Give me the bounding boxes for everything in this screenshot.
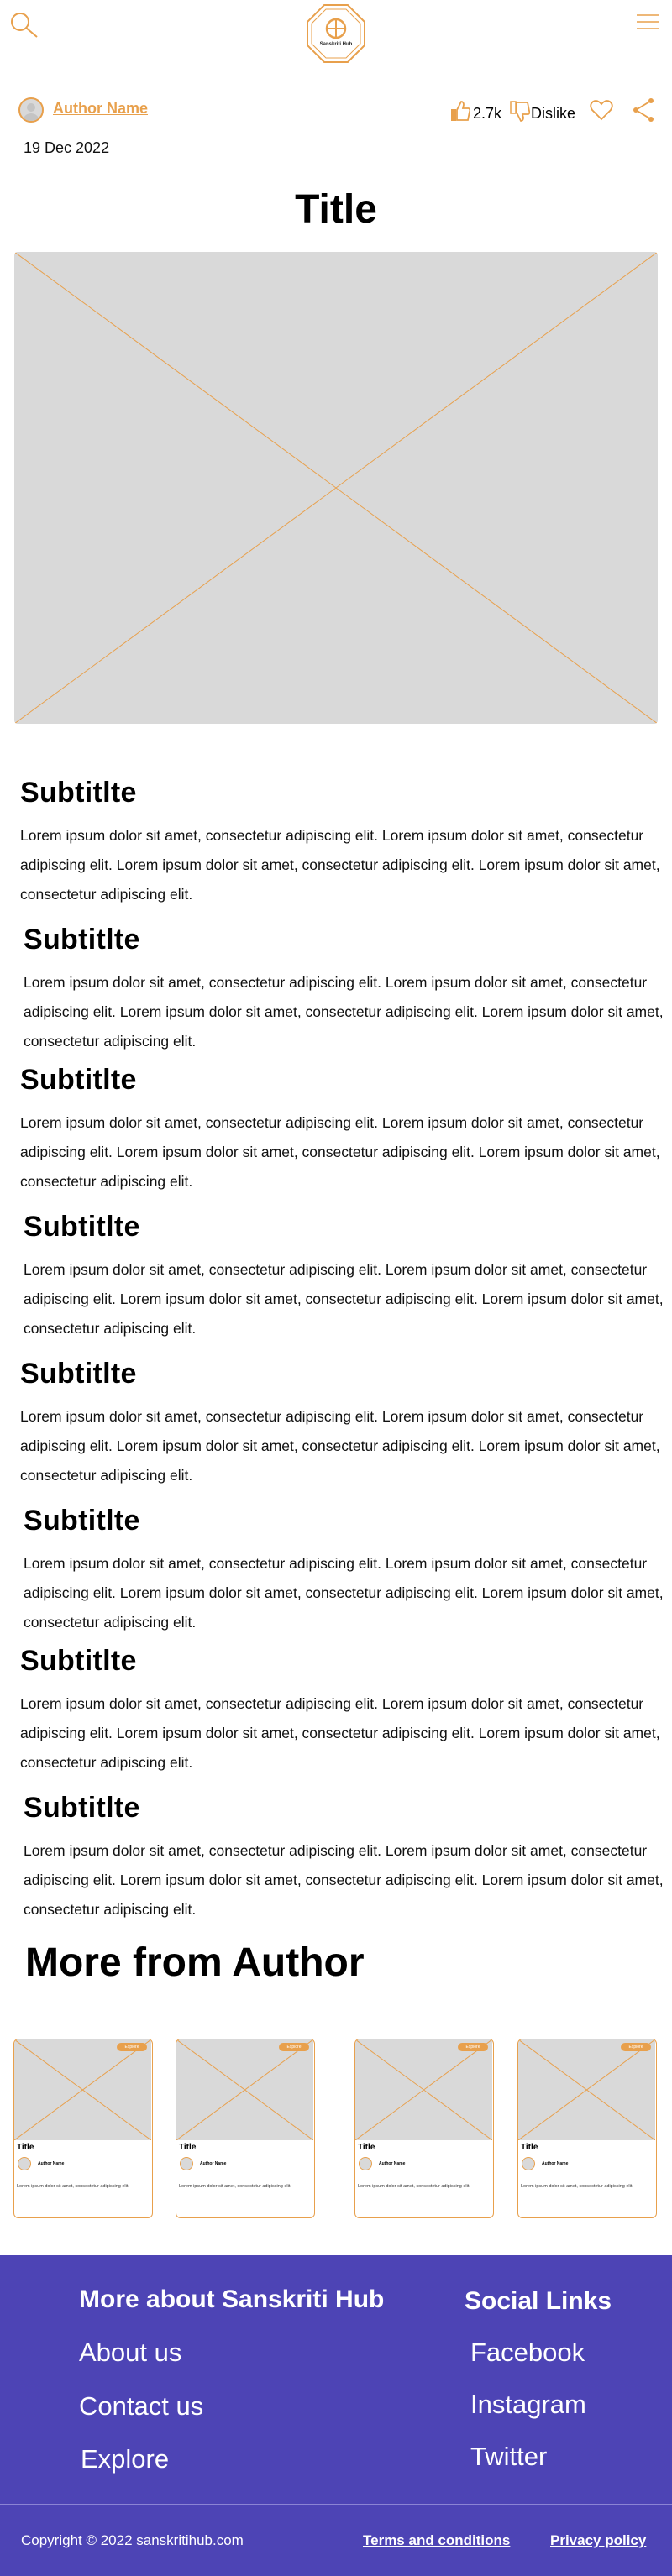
related-post-card[interactable] xyxy=(13,2039,153,2218)
card-image-placeholder xyxy=(176,2039,313,2140)
article-section xyxy=(20,1358,672,1490)
article-section xyxy=(24,1505,672,1637)
card-excerpt: Lorem ipsum dolor sit amet, consectetur adipiscing elit. xyxy=(17,2184,129,2189)
footer-link-twitter[interactable]: Twitter xyxy=(470,2442,548,2471)
post-date: 19 Dec 2022 xyxy=(24,139,110,156)
article-section xyxy=(20,1064,672,1196)
footer-divider xyxy=(0,2504,672,2505)
article-section xyxy=(20,1645,672,1778)
hero-image-placeholder xyxy=(14,252,658,724)
related-post-card[interactable] xyxy=(517,2039,657,2218)
section-subtitle: Subtitlte xyxy=(24,1792,140,1824)
card-image-placeholder xyxy=(518,2039,655,2140)
card-badge[interactable]: Explore xyxy=(117,2043,147,2051)
related-post-card[interactable] xyxy=(176,2039,315,2218)
dislike-label[interactable]: Dislike xyxy=(531,105,576,122)
footer-link-about[interactable]: About us xyxy=(79,2338,182,2367)
card-excerpt: Lorem ipsum dolor sit amet, consectetur adipiscing elit. xyxy=(358,2184,470,2189)
card-excerpt: Lorem ipsum dolor sit amet, consectetur adipiscing elit. xyxy=(179,2184,291,2189)
copyright-text: Copyright © 2022 sanskritihub.com xyxy=(21,2532,244,2548)
card-author-name: Author Name xyxy=(379,2161,406,2166)
footer-link-instagram[interactable]: Instagram xyxy=(470,2390,586,2419)
section-body: Lorem ipsum dolor sit amet, consectetur adipiscing elit. Lorem ipsum dolor sit amet, consectetur adipiscing elit. Lorem ipsum dolor sit amet, consectetur adipiscing elit. Lorem ipsum dolor sit amet, consectetur adipiscing elit. xyxy=(20,1114,660,1190)
thumbs-down-icon[interactable] xyxy=(510,101,530,123)
section-subtitle: Subtitlte xyxy=(24,1211,140,1243)
card-author-avatar xyxy=(522,2157,535,2170)
section-body: Lorem ipsum dolor sit amet, consectetur adipiscing elit. Lorem ipsum dolor sit amet, consectetur adipiscing elit. Lorem ipsum dolor sit amet, consectetur adipiscing elit. Lorem ipsum dolor sit amet, consectetur adipiscing elit. xyxy=(20,827,660,903)
heart-icon[interactable] xyxy=(590,99,613,121)
related-post-card[interactable] xyxy=(354,2039,494,2218)
footer-about-heading: More about Sanskriti Hub xyxy=(79,2285,385,2313)
logo-text: Sanskriti Hub xyxy=(319,42,353,47)
card-title: Title xyxy=(17,2143,34,2152)
footer-social-heading: Social Links xyxy=(465,2287,612,2315)
card-author-avatar xyxy=(359,2157,372,2170)
site-logo[interactable] xyxy=(306,3,366,64)
card-title: Title xyxy=(179,2143,197,2152)
card-badge[interactable]: Explore xyxy=(279,2043,309,2051)
section-subtitle: Subtitlte xyxy=(20,777,137,809)
section-body: Lorem ipsum dolor sit amet, consectetur adipiscing elit. Lorem ipsum dolor sit amet, consectetur adipiscing elit. Lorem ipsum dolor sit amet, consectetur adipiscing elit. Lorem ipsum dolor sit amet, consectetur adipiscing elit. xyxy=(20,1695,660,1771)
section-body: Lorem ipsum dolor sit amet, consectetur adipiscing elit. Lorem ipsum dolor sit amet, consectetur adipiscing elit. Lorem ipsum dolor sit amet, consectetur adipiscing elit. Lorem ipsum dolor sit amet, consectetur adipiscing elit. xyxy=(20,1408,660,1484)
section-subtitle: Subtitlte xyxy=(20,1358,137,1390)
card-author-avatar xyxy=(180,2157,193,2170)
section-subtitle: Subtitlte xyxy=(24,1505,140,1537)
section-subtitle: Subtitlte xyxy=(24,924,140,956)
post-title: Title xyxy=(295,187,377,232)
card-badge[interactable]: Explore xyxy=(458,2043,488,2051)
card-image-placeholder xyxy=(14,2039,151,2140)
site-footer xyxy=(0,2255,672,2576)
privacy-link[interactable]: Privacy policy xyxy=(550,2532,647,2548)
footer-link-contact[interactable]: Contact us xyxy=(79,2391,204,2421)
card-image-placeholder xyxy=(355,2039,492,2140)
section-body: Lorem ipsum dolor sit amet, consectetur adipiscing elit. Lorem ipsum dolor sit amet, consectetur adipiscing elit. Lorem ipsum dolor sit amet, consectetur adipiscing elit. Lorem ipsum dolor sit amet, consectetur adipiscing elit. xyxy=(24,1261,664,1337)
like-count: 2.7k xyxy=(473,105,502,122)
footer-link-explore[interactable]: Explore xyxy=(81,2444,170,2474)
section-subtitle: Subtitlte xyxy=(20,1645,137,1677)
card-author-name: Author Name xyxy=(542,2161,569,2166)
article-section xyxy=(20,777,672,909)
card-badge[interactable]: Explore xyxy=(621,2043,651,2051)
more-from-author-heading: More from Author xyxy=(25,1940,365,1985)
section-subtitle: Subtitlte xyxy=(20,1064,137,1096)
card-excerpt: Lorem ipsum dolor sit amet, consectetur adipiscing elit. xyxy=(521,2184,633,2189)
card-author-name: Author Name xyxy=(38,2161,65,2166)
hamburger-menu-icon[interactable] xyxy=(635,12,660,32)
card-author-name: Author Name xyxy=(200,2161,227,2166)
section-body: Lorem ipsum dolor sit amet, consectetur adipiscing elit. Lorem ipsum dolor sit amet, consectetur adipiscing elit. Lorem ipsum dolor sit amet, consectetur adipiscing elit. Lorem ipsum dolor sit amet, consectetur adipiscing elit. xyxy=(24,974,664,1050)
site-header xyxy=(0,0,672,65)
section-body: Lorem ipsum dolor sit amet, consectetur adipiscing elit. Lorem ipsum dolor sit amet, consectetur adipiscing elit. Lorem ipsum dolor sit amet, consectetur adipiscing elit. Lorem ipsum dolor sit amet, consectetur adipiscing elit. xyxy=(24,1555,664,1631)
card-title: Title xyxy=(521,2143,538,2152)
article-section xyxy=(24,1792,672,1924)
card-author-avatar xyxy=(18,2157,31,2170)
footer-link-facebook[interactable]: Facebook xyxy=(470,2338,585,2367)
article-section xyxy=(24,924,672,1056)
card-title: Title xyxy=(358,2143,375,2152)
author-avatar[interactable] xyxy=(18,97,44,123)
share-icon[interactable] xyxy=(633,97,654,123)
search-icon[interactable] xyxy=(8,10,39,40)
article-section xyxy=(24,1211,672,1343)
thumbs-up-icon[interactable] xyxy=(450,100,470,122)
author-name-link[interactable]: Author Name xyxy=(53,100,149,117)
terms-link[interactable]: Terms and conditions xyxy=(363,2532,511,2548)
section-body: Lorem ipsum dolor sit amet, consectetur adipiscing elit. Lorem ipsum dolor sit amet, consectetur adipiscing elit. Lorem ipsum dolor sit amet, consectetur adipiscing elit. Lorem ipsum dolor sit amet, consectetur adipiscing elit. xyxy=(24,1842,664,1918)
